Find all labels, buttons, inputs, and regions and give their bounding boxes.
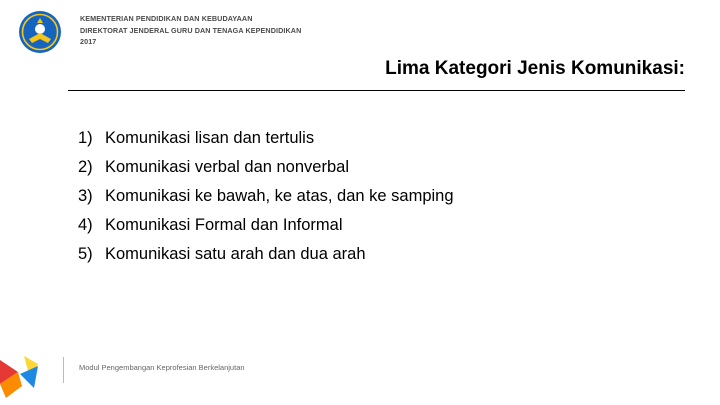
list-item-number: 1) <box>78 129 93 147</box>
list-item-text: Komunikasi Formal dan Informal <box>105 216 343 234</box>
org-line-ministry: KEMENTERIAN PENDIDIKAN DAN KEBUDAYAAN <box>80 14 253 23</box>
org-line-directorate: DIREKTORAT JENDERAL GURU DAN TENAGA KEPENDIDIKAN <box>80 25 302 35</box>
footer-divider <box>63 357 64 383</box>
title-divider <box>68 90 685 91</box>
list-item-number: 3) <box>78 187 93 205</box>
list-item-text: Komunikasi ke bawah, ke atas, dan ke samping <box>105 187 454 205</box>
list-item <box>78 124 454 153</box>
footer-caption: Modul Pengembangan Keprofesian Berkelanjutan <box>79 363 245 372</box>
list-item-number: 4) <box>78 216 93 234</box>
list-item <box>78 211 454 240</box>
list-item <box>78 182 454 211</box>
ministry-emblem-icon <box>17 9 63 55</box>
list-item-number: 2) <box>78 158 93 176</box>
slide-title: Lima Kategori Jenis Komunikasi: <box>385 58 685 79</box>
organization-header <box>80 13 301 48</box>
list-item-number: 5) <box>78 245 93 263</box>
list-item <box>78 153 454 182</box>
list-item-text: Komunikasi verbal dan nonverbal <box>105 158 349 176</box>
pkb-logo-icon <box>0 352 44 402</box>
list-item-text: Komunikasi lisan dan tertulis <box>105 129 315 147</box>
org-line-year: 2017 <box>80 37 97 46</box>
list-item <box>78 240 454 269</box>
category-list <box>78 124 454 269</box>
list-item-text: Komunikasi satu arah dan dua arah <box>105 245 366 263</box>
